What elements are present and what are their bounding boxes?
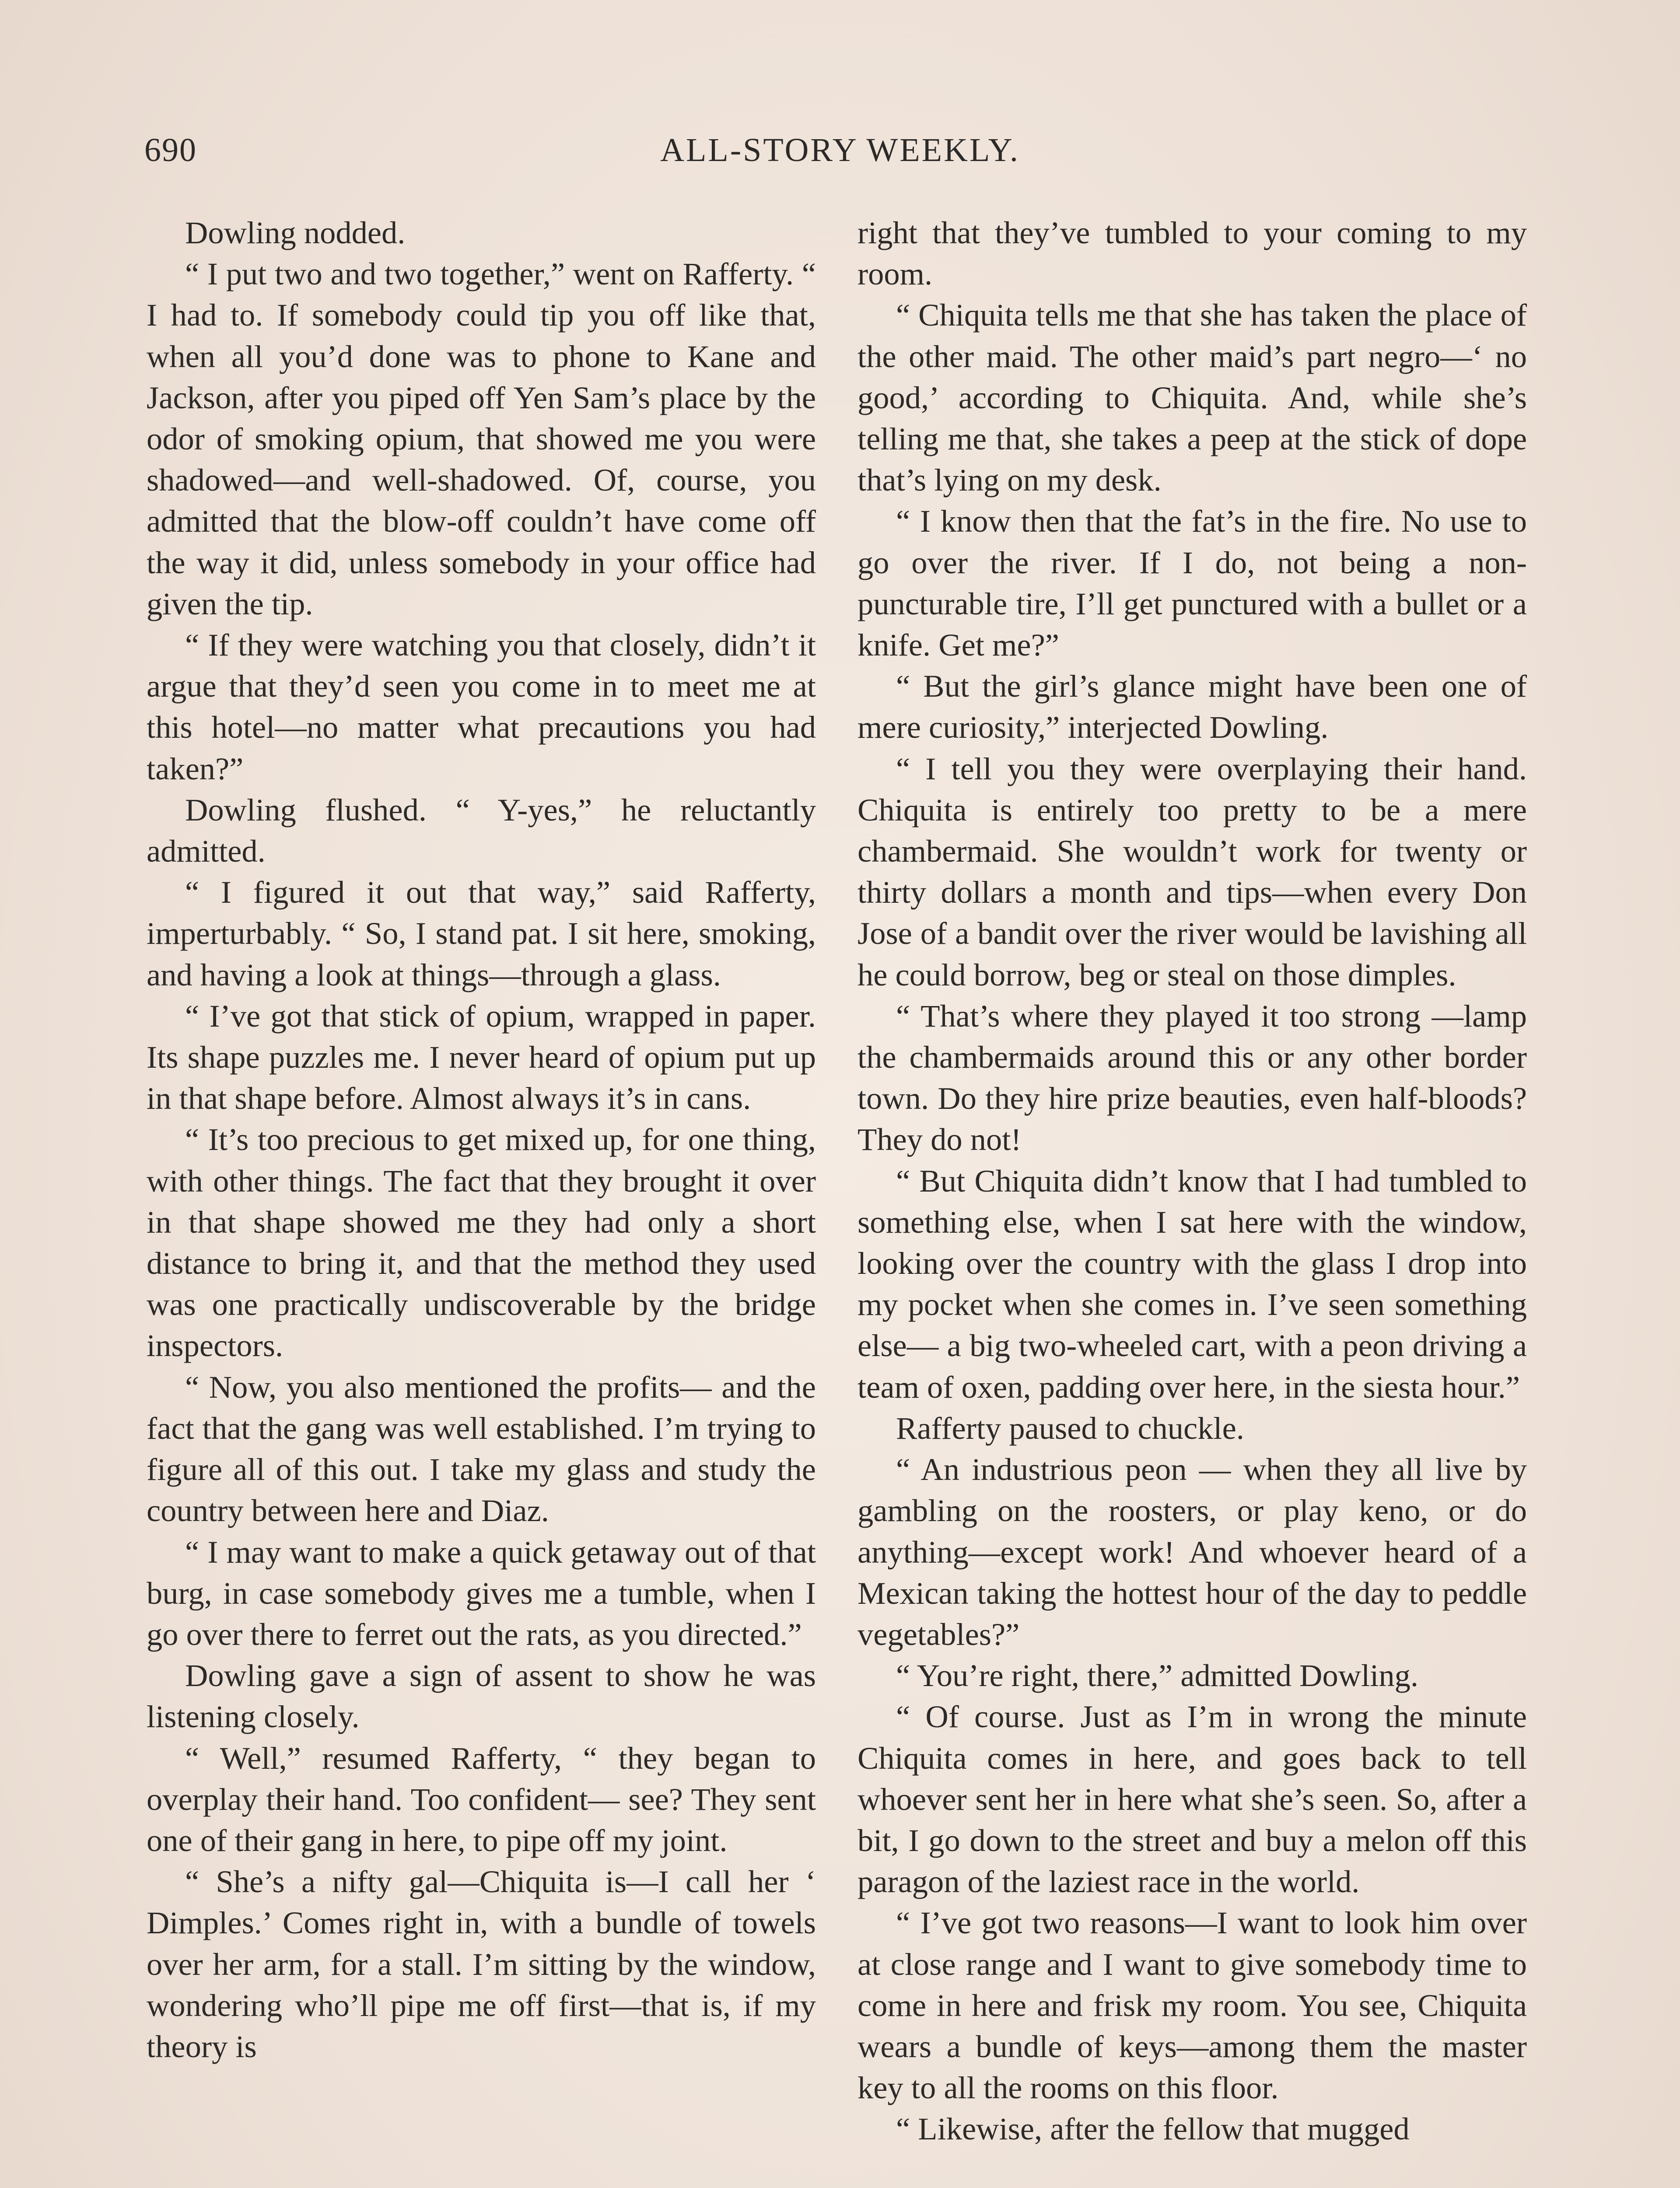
paragraph: “ An industrious peon — when they all live by gambling on the roosters, or play keno, or do anything—except work! And whoever heard of a Mexican taking the hottest hour of the day to peddle vegetables?”	[858, 1452, 1527, 1652]
paragraph: “ I’ve got two reasons—I want to look him over at close range and I want to give somebody time to come in here and frisk my room. You see, Chiquita wears a bundle of keys—among them the master key to all the rooms on this floor.	[858, 1905, 1527, 2106]
right-column	[858, 212, 1527, 2150]
paragraph: “ She’s a nifty gal—Chiquita is—I call her ‘ Dimples.’ Comes right in, with a bundle of towels over her arm, for a stall. I’m sitting by the window, wondering who’ll pipe me off first—that is, if my theory is	[147, 1864, 816, 2064]
paragraph: “ I figured it out that way,” said Rafferty, imperturbably. “ So, I stand pat. I sit here, smoking, and having a look at things—through a glass.	[147, 874, 816, 992]
paragraph: “ If they were watching you that closely, didn’t it argue that they’d seen you come in to meet me at this hotel—no matter what precautions you had taken?”	[147, 627, 816, 786]
left-column	[147, 212, 816, 2067]
paragraph: “ I’ve got that stick of opium, wrapped in paper. Its shape puzzles me. I never heard of opium put up in that shape before. Almost always it’s in cans.	[147, 998, 816, 1116]
running-title: ALL-STORY WEEKLY.	[660, 132, 1020, 168]
paragraph-continuation: right that they’ve tumbled to your coming to my room.	[858, 215, 1527, 292]
paragraph: Dowling gave a sign of assent to show he was listening closely.	[147, 1658, 816, 1735]
page-number: 690	[144, 132, 197, 168]
paragraph: Rafferty paused to chuckle.	[896, 1410, 1244, 1446]
paragraph: “ But Chiquita didn’t know that I had tumbled to something else, when I sat here with the window, looking over the country with the glass I drop into my pocket when she comes in. I’ve seen something else— a big two-wheeled cart, with a peon driving a team of oxen, padding over here, in the siesta hour.”	[858, 1163, 1527, 1405]
paragraph: “ That’s where they played it too strong —lamp the chambermaids around this or any other border town. Do they hire prize beauties, even half-bloods? They do not!	[858, 998, 1527, 1157]
paragraph: “ Chiquita tells me that she has taken the place of the other maid. The other maid’s part negro—‘ no good,’ according to Chiquita. And, while she’s telling me that, she takes a peep at the stick of dope that’s lying on my desk.	[858, 297, 1527, 498]
paragraph: Dowling nodded.	[185, 215, 406, 250]
paragraph: “ Of course. Just as I’m in wrong the minute Chiquita comes in here, and goes back to tell whoever sent her in here what she’s seen. So, after a bit, I go down to the street and buy a melon off this paragon of the laziest race in the world.	[858, 1699, 1527, 1900]
paragraph: “ You’re right, there,” admitted Dowling.	[896, 1658, 1418, 1694]
paragraph: “ I know then that the fat’s in the fire. No use to go over the river. If I do, not being a non-puncturable tire, I’ll get punctured with a bullet or a knife. Get me?”	[858, 503, 1527, 663]
paragraph: “ Well,” resumed Rafferty, “ they began to overplay their hand. Too confident— see? They sent one of their gang in here, to pipe off my joint.	[147, 1740, 816, 1858]
paragraph: Dowling flushed. “ Y-yes,” he reluctantly admitted.	[147, 792, 816, 869]
paragraph: “ I tell you they were overplaying their hand. Chiquita is entirely too pretty to be a mere chambermaid. She wouldn’t work for twenty or thirty dollars a month and tips—when every Don Jose of a bandit over the river would be lavishing all he could borrow, beg or steal on those dimples.	[858, 750, 1527, 992]
paragraph: “ But the girl’s glance might have been one of mere curiosity,” interjected Dowling.	[858, 668, 1527, 745]
paragraph: “ Likewise, after the fellow that mugged	[896, 2111, 1410, 2147]
paragraph: “ Now, you also mentioned the profits— and the fact that the gang was well established. I’m trying to figure all of this out. I take my glass and study the country between here and Diaz.	[147, 1369, 816, 1529]
paragraph: “ I put two and two together,” went on Rafferty. “ I had to. If somebody could tip you off like that, when all you’d done was to phone to Kane and Jackson, after you piped off Yen Sam’s place by the odor of smoking opium, that showed me you were shadowed—and well-shadowed. Of, course, you admitted that the blow-off couldn’t have come off the way it did, unless somebody in your office had given the tip.	[147, 256, 816, 621]
page-header	[144, 131, 1536, 179]
paragraph: “ It’s too precious to get mixed up, for one thing, with other things. The fact that they brought it over in that shape showed me they had only a short distance to bring it, and that the method they used was one practically undiscoverable by the bridge inspectors.	[147, 1122, 816, 1364]
paragraph: “ I may want to make a quick getaway out of that burg, in case somebody gives me a tumble, when I go over there to ferret out the rats, as you directed.”	[147, 1534, 816, 1652]
